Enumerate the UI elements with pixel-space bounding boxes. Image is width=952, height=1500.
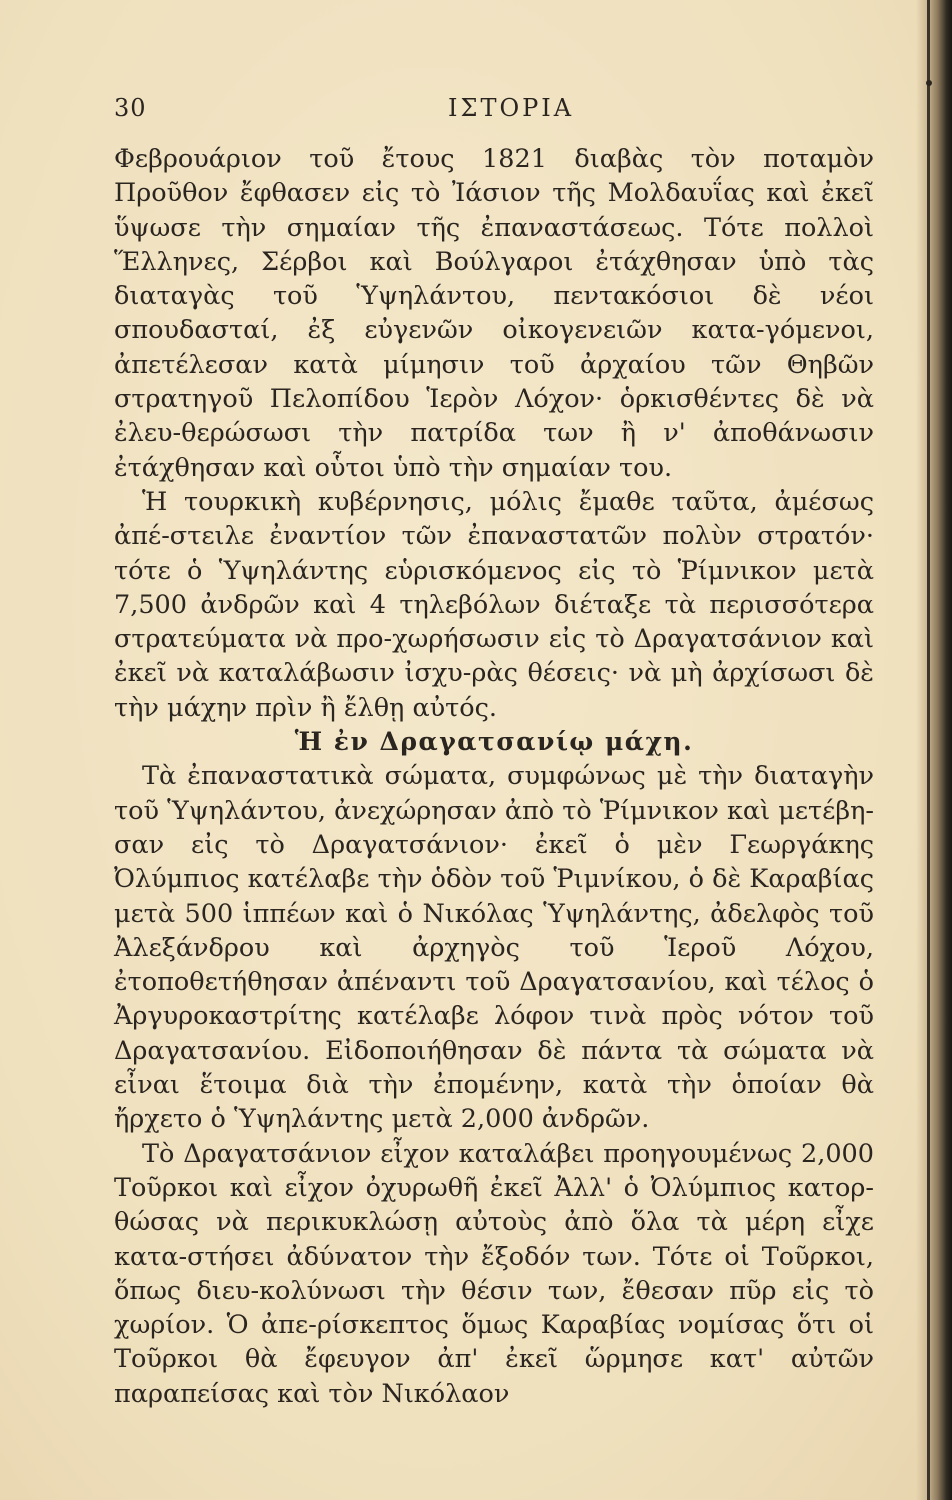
book-spine (916, 0, 952, 1500)
running-title: ΙΣΤΟΡΙΑ (448, 94, 575, 122)
page-number: 30 (114, 94, 147, 122)
page-header (114, 94, 874, 134)
section-heading: Ἡ ἐν Δραγατσανίῳ μάχη. (294, 727, 694, 757)
paragraph-1: Φεβρουάριον τοῦ ἔτους 1821 διαβὰς τὸν ποταμὸν Προῦθον ἔφθασεν εἰς τὸ Ἰάσιον τῆς Μολδαυΐας καὶ ἐκεῖ ὕψωσε τὴν σημαίαν τῆς ἐπαναστάσεως. Τότε πολλοὶ Ἕλληνες, Σέρβοι καὶ Βούλγαροι ἐτάχθησαν ὑπὸ τὰς διαταγὰς τοῦ Ὑψηλάντου, πεντακόσιοι δὲ νέοι σπουδασταί, ἐξ εὐγενῶν οἰκογενειῶν κατα-γόμενοι, ἀπετέλεσαν κατὰ μίμησιν τοῦ ἀρχαίου τῶν Θηβῶν στρατηγοῦ Πελοπίδου Ἱερὸν Λόχον· ὁρκισθέντες δὲ νὰ ἐλευ-θερώσωσι τὴν πατρίδα των ἢ ν' ἀποθάνωσιν ἐτάχθησαν καὶ οὗτοι ὑπὸ τὴν σημαίαν του. (114, 144, 874, 483)
paragraph-3: Τὰ ἐπαναστατικὰ σώματα, συμφώνως μὲ τὴν διαταγὴν τοῦ Ὑψηλάντου, ἀνεχώρησαν ἀπὸ τὸ Ῥίμνικον καὶ μετέβη-σαν εἰς τὸ Δραγατσάνιον· ἐκεῖ ὁ μὲν Γεωργάκης Ὀλύμπιος κατέλαβε τὴν ὁδὸν τοῦ Ῥιμνίκου, ὁ δὲ Καραβίας μετὰ 500 ἱππέων καὶ ὁ Νικόλας Ὑψηλάντης, ἀδελφὸς τοῦ Ἀλεξάνδρου καὶ ἀρχηγὸς τοῦ Ἱεροῦ Λόχου, ἐτοποθετήθησαν ἀπέναντι τοῦ Δραγατσανίου, καὶ τέλος ὁ Ἀργυροκαστρίτης κατέλαβε λόφον τινὰ πρὸς νότον τοῦ Δραγατσανίου. Εἰδοποιήθησαν δὲ πάντα τὰ σώματα νὰ εἶναι ἕτοιμα διὰ τὴν ἐπομένην, κατὰ τὴν ὁποίαν θὰ ἤρχετο ὁ Ὑψηλάντης μετὰ 2,000 ἀνδρῶν. (114, 761, 874, 1135)
spine-edge (927, 0, 930, 1500)
paragraph-2: Ἡ τουρκικὴ κυβέρνησις, μόλις ἔμαθε ταῦτα, ἀμέσως ἀπέ-στειλε ἐναντίον τῶν ἐπαναστατῶν πολὺν στρατόν· τότε ὁ Ὑψηλάντης εὑρισκόμενος εἰς τὸ Ῥίμνικον μετὰ 7,500 ἀνδρῶν καὶ 4 τηλεβόλων διέταξε τὰ περισσότερα στρατεύματα νὰ προ-χωρήσωσιν εἰς τὸ Δραγατσάνιον καὶ ἐκεῖ νὰ καταλάβωσιν ἰσχυ-ρὰς θέσεις· νὰ μὴ ἀρχίσωσι δὲ τὴν μάχην πρὶν ἢ ἔλθῃ αὐτός. (114, 486, 874, 723)
ink-speck (926, 80, 932, 86)
body-text (114, 142, 874, 1411)
paragraph-4: Τὸ Δραγατσάνιον εἶχον καταλάβει προηγουμένως 2,000 Τοῦρκοι καὶ εἶχον ὀχυρωθῆ ἐκεῖ Ἀλλ' ὁ Ὀλύμπιος κατορ-θώσας νὰ περικυκλώσῃ αὐτοὺς ἀπὸ ὅλα τὰ μέρη εἶχε κατα-στήσει ἀδύνατον τὴν ἔξοδόν των. Τότε οἱ Τοῦρκοι, ὅπως διευ-κολύνωσι τὴν θέσιν των, ἔθεσαν πῦρ εἰς τὸ χωρίον. Ὁ ἀπε-ρίσκεπτος ὅμως Καραβίας νομίσας ὅτι οἱ Τοῦρκοι θὰ ἔφευγον ἀπ' ἐκεῖ ὥρμησε κατ' αὐτῶν παραπείσας καὶ τὸν Νικόλαον (114, 1138, 874, 1409)
